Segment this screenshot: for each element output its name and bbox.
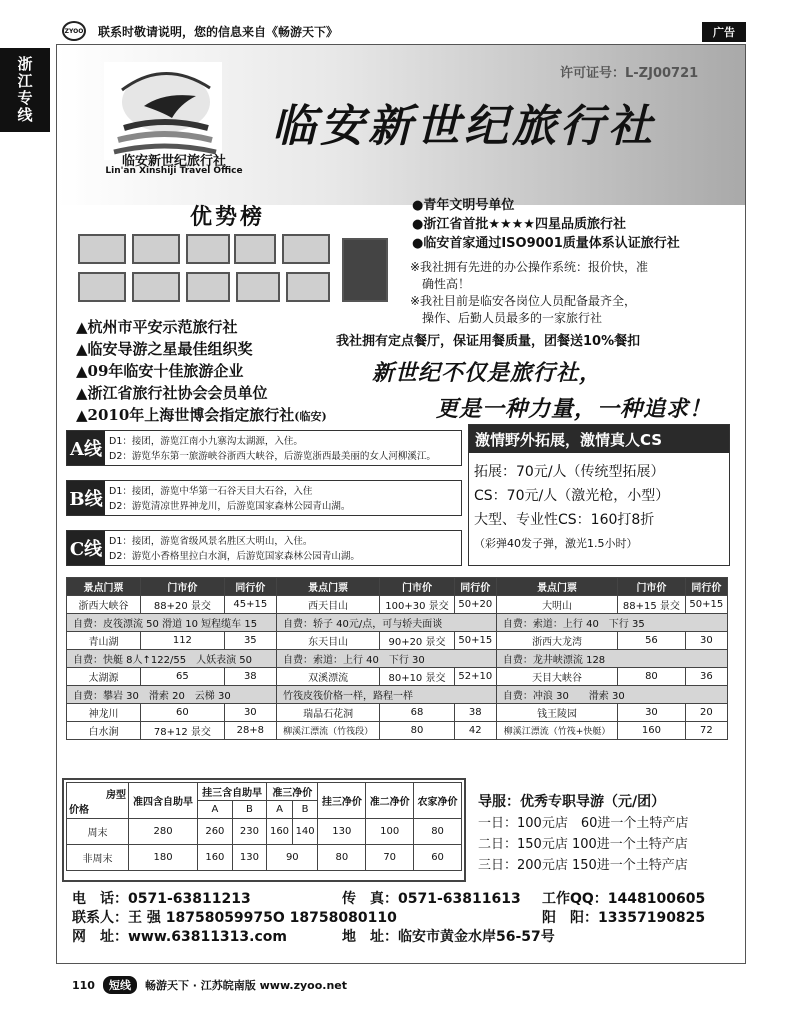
table-cell: 80+10 景交 — [380, 668, 454, 686]
guide-title: 导服：优秀专职导游（元/团） — [478, 794, 666, 810]
fee-cell: 自费：攀岩 30 滑索 20 云梯 30 — [67, 686, 277, 704]
award-plaque-image — [132, 234, 180, 264]
column-header: 同行价 — [224, 578, 276, 596]
address: 地 址：临安市黄金水岸56-57号 — [342, 929, 555, 945]
route-day-2: D2：游览清凉世界神龙川，后游览国家森林公园青山湖。 — [109, 501, 351, 512]
fee-cell: 自费：轿子 40元/点，可与轿夫面谈 — [276, 614, 496, 632]
contact-person: 联系人：王 强 18758059975O 18758080110 — [72, 910, 397, 926]
table-cell: 天目大峡谷 — [496, 668, 617, 686]
route-day-1: D1：接团，游览省级风景名胜区大明山，入住。 — [109, 536, 313, 547]
table-cell: 65 — [141, 668, 225, 686]
table-cell: 88+15 景交 — [618, 596, 685, 614]
honors-title: 优势榜 — [190, 204, 266, 230]
sub-header: B — [232, 801, 267, 819]
certificate-frame-image — [342, 238, 388, 302]
table-cell: 西天目山 — [276, 596, 379, 614]
column-header: 准二净价 — [366, 783, 414, 819]
table-cell: 柳溪江漂流（竹筏+快艇） — [496, 722, 617, 740]
table-cell: 50+15 — [685, 596, 727, 614]
top-notice-text: 联系时敬请说明，您的信息来自《畅游天下》 — [98, 24, 339, 39]
fee-row — [67, 686, 728, 704]
column-header: 门市价 — [380, 578, 454, 596]
magazine-logo-icon: ZYOO — [62, 21, 86, 41]
ad-tag: 广告 — [702, 22, 746, 42]
table-cell: 78+12 景交 — [141, 722, 225, 740]
guide-line: 一日：100元店 60进一个土特产店 — [478, 816, 689, 831]
cs-line: 大型、专业性CS：160打8折 — [474, 512, 655, 528]
slogan-line-2: 更是一种力量，一种追求！ — [436, 396, 713, 422]
route-label: C线 — [67, 531, 105, 565]
license-number: 许可证号：L-ZJ00721 — [560, 66, 699, 81]
side-tab: 浙江专线 — [0, 48, 50, 132]
table-cell: 80 — [318, 845, 366, 871]
feature-item: ●浙江省首批★★★★四星品质旅行社 — [412, 217, 626, 232]
award-plaque-image — [186, 272, 230, 302]
fee-cell: 自费：皮筏漂流 50 滑道 10 短程缆车 15 — [67, 614, 277, 632]
note-line: 确性高！ — [410, 277, 471, 291]
table-cell: 260 — [198, 819, 233, 845]
guide-fees — [478, 792, 688, 876]
table-cell: 钱王陵园 — [496, 704, 617, 722]
fee-cell: 自费：索道：上行 40 下行 30 — [276, 650, 496, 668]
guide-line: 二日：150元店 100进一个土特产店 — [478, 837, 688, 852]
type-price-header — [67, 783, 129, 819]
table-cell: 白水涧 — [67, 722, 141, 740]
table-cell: 140 — [292, 819, 318, 845]
table-cell: 80 — [618, 668, 685, 686]
route-day-1: D1：接团，游览江南小九寨沟太湖源，入住。 — [109, 436, 303, 447]
restaurant-note: 我社拥有定点餐厅，保证用餐质量，团餐送10%餐扣 — [336, 334, 641, 349]
table-cell: 30 — [685, 632, 727, 650]
award-plaque-image — [186, 234, 230, 264]
column-header: 门市价 — [141, 578, 225, 596]
honor-item: ▲杭州市平安示范旅行社 — [76, 318, 238, 336]
logo-cn-text: 临安新世纪旅行社 — [121, 154, 226, 169]
contact-yang: 阳 阳：13357190825 — [542, 910, 706, 926]
column-header: 门市价 — [618, 578, 685, 596]
phone-number: 电 话：0571-63811213 — [72, 891, 251, 907]
table-cell: 180 — [129, 845, 198, 871]
table-row — [67, 596, 728, 614]
table-cell: 30 — [224, 704, 276, 722]
cs-line: CS：70元/人（激光枪，小型） — [474, 488, 670, 504]
honor-item: ▲2010年上海世博会指定旅行社 — [76, 406, 295, 424]
table-row — [67, 722, 728, 740]
table-cell: 130 — [232, 845, 267, 871]
honor-item: ▲浙江省旅行社协会会员单位 — [76, 384, 268, 402]
note-line: ※我社拥有先进的办公操作系统：报价快，准 — [410, 260, 649, 274]
route-day-2: D2：游览华东第一旅游峡谷浙西大峡谷，后游览浙西最美丽的女人河柳溪江。 — [109, 451, 436, 462]
fee-row — [67, 614, 728, 632]
route-label: B线 — [67, 481, 105, 515]
table-cell: 90 — [267, 845, 318, 871]
award-plaque-image — [234, 234, 276, 264]
contact-block — [72, 890, 732, 947]
table-cell: 80 — [380, 722, 454, 740]
table-cell: 神龙川 — [67, 704, 141, 722]
notes-list — [410, 259, 730, 327]
award-plaque-image — [282, 234, 330, 264]
column-header: 景点门票 — [496, 578, 617, 596]
table-cell: 88+20 景交 — [141, 596, 225, 614]
cs-lines — [474, 460, 669, 556]
route-c — [66, 530, 462, 566]
award-plaque-image — [78, 234, 126, 264]
route-day-2: D2：游览小香格里拉白水涧，后游览国家森林公园青山湖。 — [109, 551, 360, 562]
table-cell: 160 — [618, 722, 685, 740]
table-cell: 38 — [454, 704, 496, 722]
column-header: 景点门票 — [67, 578, 141, 596]
feature-item: ●临安首家通过ISO9001质量体系认证旅行社 — [412, 236, 680, 251]
table-cell: 28+8 — [224, 722, 276, 740]
note-line: ※我社目前是临安各岗位人员配备最齐全， — [410, 294, 637, 308]
table-cell: 柳溪江漂流（竹筏段） — [276, 722, 379, 740]
page-number: 110 — [72, 978, 95, 992]
feature-item: ●青年文明号单位 — [412, 198, 515, 213]
table-cell: 瑞晶石花洞 — [276, 704, 379, 722]
table-cell: 45+15 — [224, 596, 276, 614]
table-cell: 72 — [685, 722, 727, 740]
table-cell: 42 — [454, 722, 496, 740]
table-cell: 52+10 — [454, 668, 496, 686]
cs-header: 激情野外拓展，激情真人CS — [469, 425, 729, 453]
table-row — [67, 632, 728, 650]
table-cell: 56 — [618, 632, 685, 650]
table-cell: 70 — [366, 845, 414, 871]
fee-cell: 竹筏皮筏价格一样，路程一样 — [276, 686, 496, 704]
table-cell: 东天目山 — [276, 632, 379, 650]
table-cell: 太湖源 — [67, 668, 141, 686]
table-cell: 100+30 景交 — [380, 596, 454, 614]
table-cell: 68 — [380, 704, 454, 722]
table-cell: 90+20 景交 — [380, 632, 454, 650]
table-cell: 双溪漂流 — [276, 668, 379, 686]
fee-cell: 自费：快艇 8人↑122/55 人妖表演 50 — [67, 650, 277, 668]
table-cell: 230 — [232, 819, 267, 845]
top-notice-bar — [62, 18, 742, 44]
column-header: 景点门票 — [276, 578, 379, 596]
features-list — [412, 196, 680, 253]
column-header: 挂三净价 — [318, 783, 366, 819]
table-cell: 非周末 — [67, 845, 129, 871]
sub-header: A — [267, 801, 293, 819]
column-header: 同行价 — [454, 578, 496, 596]
fee-cell: 自费：冲浪 30 滑索 30 — [496, 686, 727, 704]
guide-line: 三日：200元店 150进一个土特产店 — [478, 858, 688, 873]
table-cell: 大明山 — [496, 596, 617, 614]
note-line: 操作、后勤人员最多的一家旅行社 — [410, 311, 603, 325]
table-cell: 112 — [141, 632, 225, 650]
honor-item-suffix: (临安) — [294, 410, 327, 423]
table-row — [67, 845, 462, 871]
agency-title: 临安新世纪旅行社 — [272, 101, 656, 152]
table-cell: 130 — [318, 819, 366, 845]
table-cell: 周末 — [67, 819, 129, 845]
column-header: 准三净价 — [267, 783, 318, 801]
table-cell: 60 — [141, 704, 225, 722]
header-type: 房型 — [106, 789, 126, 801]
sub-header: B — [292, 801, 318, 819]
table-cell: 35 — [224, 632, 276, 650]
footer-text: 畅游天下 · 江苏皖南版 www.zyoo.net — [144, 979, 348, 992]
fee-row — [67, 650, 728, 668]
column-header: 准四含自助早 — [129, 783, 198, 819]
honors-list — [76, 316, 327, 428]
sub-header: A — [198, 801, 233, 819]
table-cell: 浙西大龙湾 — [496, 632, 617, 650]
cs-line: 拓展：70元/人（传统型拓展） — [474, 464, 665, 480]
award-plaque-image — [132, 272, 180, 302]
cs-line: （彩弹40发子弹，激光1.5小时） — [474, 537, 638, 550]
table-cell: 280 — [129, 819, 198, 845]
table-cell: 20 — [685, 704, 727, 722]
agency-logo-icon — [104, 62, 222, 160]
table-header-row — [67, 578, 728, 596]
route-b — [66, 480, 462, 516]
column-header: 农家净价 — [414, 783, 462, 819]
fax-number: 传 真：0571-63811613 — [342, 891, 521, 907]
honor-item: ▲临安导游之星最佳组织奖 — [76, 340, 253, 358]
website: 网 址：www.63811313.com — [72, 929, 287, 945]
table-cell: 38 — [224, 668, 276, 686]
table-cell: 60 — [414, 845, 462, 871]
honor-item: ▲09年临安十佳旅游企业 — [76, 362, 244, 380]
fee-cell: 自费：索道：上行 40 下行 35 — [496, 614, 727, 632]
column-header: 同行价 — [685, 578, 727, 596]
award-plaque-image — [286, 272, 330, 302]
ticket-price-table — [66, 577, 728, 740]
table-row — [67, 668, 728, 686]
logo-en-text: Lin'an Xinshiji Travel Office — [105, 166, 243, 176]
table-header-row — [67, 783, 462, 801]
route-a — [66, 430, 462, 466]
table-cell: 36 — [685, 668, 727, 686]
slogan-line-1: 新世纪不仅是旅行社， — [372, 360, 603, 386]
fee-cell: 自费：龙井峡漂流 128 — [496, 650, 727, 668]
table-row — [67, 819, 462, 845]
column-header: 挂三含自助早 — [198, 783, 267, 801]
table-cell: 80 — [414, 819, 462, 845]
table-cell: 100 — [366, 819, 414, 845]
award-plaque-image — [78, 272, 126, 302]
room-price-table — [66, 782, 462, 871]
section-badge: 短线 — [103, 976, 137, 994]
table-row — [67, 704, 728, 722]
header-price: 价格 — [69, 804, 89, 816]
table-cell: 160 — [267, 819, 293, 845]
route-day-1: D1：接团，游览中华第一石谷天目大石谷，入住 — [109, 486, 313, 497]
table-cell: 青山湖 — [67, 632, 141, 650]
table-cell: 50+20 — [454, 596, 496, 614]
page-footer — [72, 976, 347, 994]
qq-number: 工作QQ：1448100605 — [542, 891, 706, 907]
table-cell: 50+15 — [454, 632, 496, 650]
table-cell: 浙西大峡谷 — [67, 596, 141, 614]
route-label: A线 — [67, 431, 105, 465]
table-cell: 160 — [198, 845, 233, 871]
table-cell: 30 — [618, 704, 685, 722]
award-plaque-image — [236, 272, 280, 302]
